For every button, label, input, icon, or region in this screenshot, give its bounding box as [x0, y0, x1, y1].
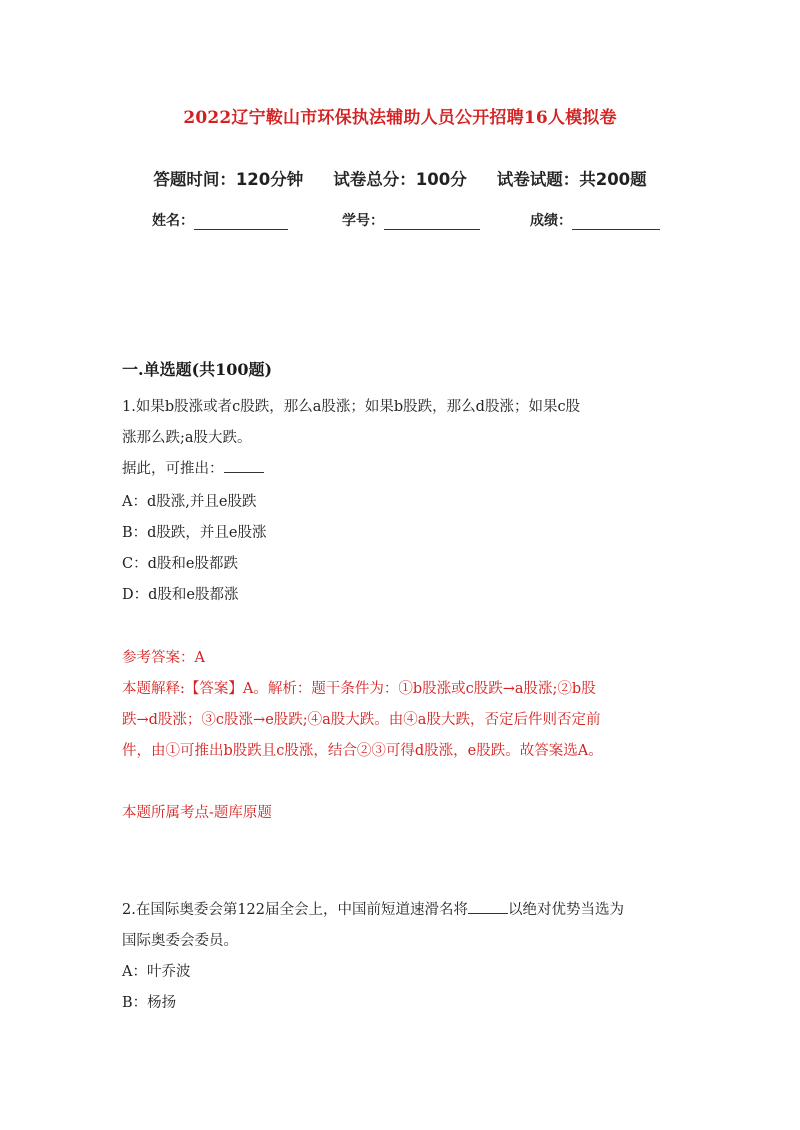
question-1-option-a[interactable]: A：d股涨,并且e股跌 — [122, 494, 257, 510]
question-2-line-1-start: 2.在国际奥委会第122届全会上，中国前短道速滑名将 — [122, 902, 469, 918]
student-info-row — [152, 210, 672, 230]
name-blank[interactable] — [194, 213, 288, 230]
exam-meta-row — [0, 166, 800, 190]
exam-time: 答题时间：120分钟 — [153, 170, 304, 189]
question-1-line-2: 涨那么跌;a股大跌。 — [122, 430, 252, 446]
score-label: 成绩： — [530, 213, 572, 229]
question-1-option-d[interactable]: D：d股和e股都涨 — [122, 587, 239, 603]
student-id-field[interactable] — [342, 210, 530, 230]
question-2-line-1-end: 以绝对优势当选为 — [508, 902, 625, 918]
question-1-answer: 参考答案：A — [122, 650, 205, 666]
name-field[interactable] — [152, 210, 342, 230]
question-2-blank — [468, 899, 508, 914]
question-1-topic: 本题所属考点-题库原题 — [122, 805, 272, 821]
question-1-option-c[interactable]: C：d股和e股都跌 — [122, 556, 238, 572]
question-1-line-1: 1.如果b股涨或者c股跌，那么a股涨；如果b股跌，那么d股涨；如果c股 — [122, 399, 581, 415]
question-1-explanation-line-3: 件，由①可推出b股跌且c股涨，结合②③可得d股涨，e股跌。故答案选A。 — [122, 743, 603, 759]
question-1-prompt-text: 据此，可推出： — [122, 461, 224, 477]
student-id-blank[interactable] — [384, 213, 480, 230]
question-2-line-1 — [122, 895, 678, 926]
exam-question-count: 试卷试题：共200题 — [496, 170, 647, 189]
question-1-blank — [224, 458, 264, 473]
question-1-option-b[interactable]: B：d股跌，并且e股涨 — [122, 525, 267, 541]
question-2-line-2: 国际奥委会委员。 — [122, 933, 238, 949]
page-title: 2022辽宁鞍山市环保执法辅助人员公开招聘16人模拟卷 — [183, 108, 617, 128]
section-heading: 一.单选题(共100题) — [122, 360, 273, 379]
student-id-label: 学号： — [342, 213, 384, 229]
score-field[interactable] — [530, 210, 672, 230]
question-1-prompt — [122, 454, 678, 485]
exam-total-score: 试卷总分：100分 — [333, 170, 467, 189]
name-label: 姓名： — [152, 213, 194, 229]
score-blank[interactable] — [572, 213, 660, 230]
question-2-option-a[interactable]: A：叶乔波 — [122, 964, 191, 980]
question-1-explanation-line-1: 本题解释:【答案】A。解析：题干条件为：①b股涨或c股跌→a股涨;②b股 — [122, 681, 596, 697]
question-1-explanation-line-2: 跌→d股涨；③c股涨→e股跌;④a股大跌。由④a股大跌，否定后件则否定前 — [122, 712, 601, 728]
question-2-option-b[interactable]: B：杨扬 — [122, 995, 177, 1011]
